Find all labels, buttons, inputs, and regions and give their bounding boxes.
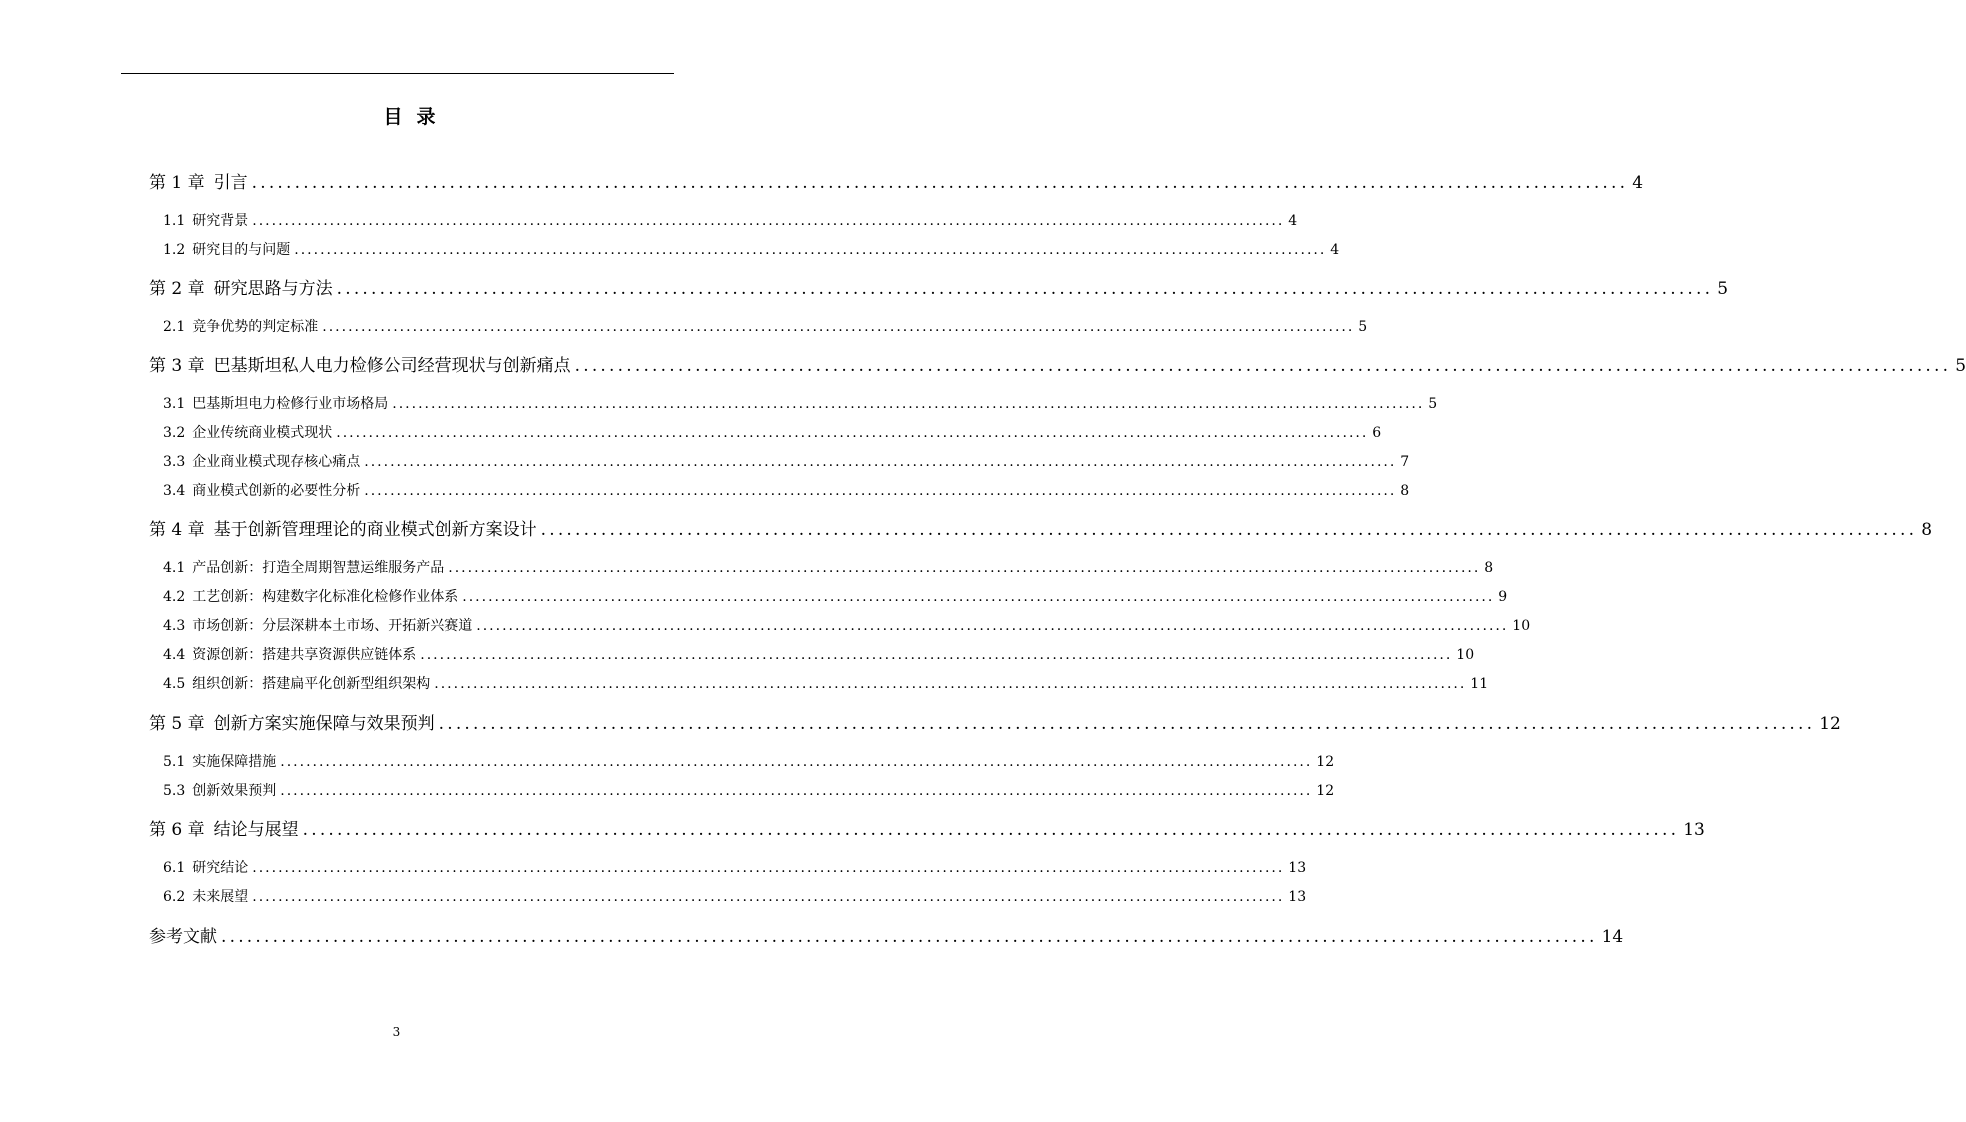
- toc-entry-number: 3.3: [163, 454, 186, 470]
- toc-entry-number: 第 1 章: [149, 173, 205, 193]
- toc-entry-page: 13: [1288, 889, 1307, 905]
- toc-entry-number: 6.2: [163, 889, 186, 905]
- page-number: 3: [392, 1025, 401, 1039]
- toc-entry-title: 研究结论: [192, 860, 249, 876]
- toc-section-entry[interactable]: [163, 586, 1508, 608]
- toc-dot-leader: ................................................................................................................................................................: [251, 173, 1629, 193]
- toc-entry-number: 2.1: [163, 319, 186, 335]
- toc-dot-leader: ................................................................................................................................................................: [280, 783, 1313, 799]
- toc-section-entry[interactable]: [163, 673, 1489, 695]
- toc-entry-title: 产品创新：打造全周期智慧运维服务产品: [192, 560, 445, 576]
- toc-entry-number: 3.4: [163, 483, 186, 499]
- toc-entry-page: 9: [1498, 589, 1508, 605]
- toc-dot-leader: ................................................................................................................................................................: [322, 319, 1355, 335]
- toc-section-entry[interactable]: [163, 886, 1307, 908]
- toc-entry-page: 4: [1632, 173, 1644, 193]
- toc-entry-page: 4: [1288, 213, 1298, 229]
- toc-entry-page: 5: [1358, 319, 1368, 335]
- toc-entry-label: [163, 886, 248, 908]
- toc-dot-leader: ................................................................................................................................................................: [574, 356, 1952, 376]
- toc-entry-label: [163, 644, 416, 666]
- toc-entry-page: 12: [1316, 783, 1335, 799]
- toc-dot-leader: ................................................................................................................................................................: [540, 520, 1918, 540]
- toc-entry-number: 3.2: [163, 425, 186, 441]
- toc-entry-title: 引言: [213, 173, 248, 193]
- toc-dot-leader: ................................................................................................................................................................: [302, 820, 1680, 840]
- toc-chapter-entry[interactable]: [149, 711, 1841, 737]
- toc-entry-page: 12: [1316, 754, 1335, 770]
- toc-section-entry[interactable]: [163, 557, 1494, 579]
- toc-entry-page: 11: [1470, 676, 1489, 692]
- toc-entry-label: [163, 857, 248, 879]
- toc-section-entry[interactable]: [163, 451, 1410, 473]
- toc-entry-number: 4.1: [163, 560, 186, 576]
- toc-entry-page: 14: [1601, 927, 1624, 947]
- toc-dot-leader: ................................................................................................................................................................: [476, 618, 1509, 634]
- toc-dot-leader: ................................................................................................................................................................: [448, 560, 1481, 576]
- toc-dot-leader: ................................................................................................................................................................: [252, 213, 1285, 229]
- toc-dot-leader: ................................................................................................................................................................: [294, 242, 1327, 258]
- toc-entry-label: [149, 924, 217, 950]
- toc-entry-number: 6.1: [163, 860, 186, 876]
- toc-entry-title: 结论与展望: [213, 820, 299, 840]
- toc-entry-title: 研究目的与问题: [192, 242, 291, 258]
- toc-entry-title: 组织创新：搭建扁平化创新型组织架构: [192, 676, 431, 692]
- toc-chapter-entry[interactable]: [149, 817, 1705, 843]
- toc-section-entry[interactable]: [163, 393, 1438, 415]
- toc-entry-title: 企业商业模式现存核心痛点: [192, 454, 361, 470]
- toc-dot-leader: ................................................................................................................................................................: [420, 647, 1453, 663]
- toc-section-entry[interactable]: [163, 210, 1298, 232]
- toc-entry-page: 13: [1683, 820, 1705, 840]
- toc-entry-label: [149, 276, 333, 302]
- toc-entry-number: 5.1: [163, 754, 186, 770]
- toc-entry-title: 企业传统商业模式现状: [192, 425, 333, 441]
- toc-section-entry[interactable]: [163, 239, 1340, 261]
- toc-entry-title: 研究背景: [192, 213, 249, 229]
- toc-section-entry[interactable]: [163, 615, 1531, 637]
- toc-entry-label: [149, 517, 537, 543]
- toc-entry-number: 4.5: [163, 676, 186, 692]
- toc-entry-title: 研究思路与方法: [213, 279, 333, 299]
- toc-entry-label: [163, 557, 444, 579]
- toc-chapter-entry[interactable]: [149, 276, 1729, 302]
- toc-entry-title: 工艺创新：构建数字化标准化检修作业体系: [192, 589, 459, 605]
- toc-entry-number: 4.4: [163, 647, 186, 663]
- toc-chapter-entry[interactable]: [149, 924, 1624, 950]
- toc-entry-page: 5: [1955, 356, 1966, 376]
- toc-entry-label: [149, 711, 435, 737]
- toc-entry-label: [149, 353, 571, 379]
- toc-entry-title: 创新效果预判: [192, 783, 277, 799]
- toc-title: 目录: [383, 106, 450, 128]
- toc-dot-leader: ................................................................................................................................................................: [364, 483, 1397, 499]
- toc-entry-title: 巴基斯坦私人电力检修公司经营现状与创新痛点: [213, 356, 571, 376]
- toc-entry-title: 资源创新：搭建共享资源供应链体系: [192, 647, 417, 663]
- toc-entry-title: 基于创新管理理论的商业模式创新方案设计: [213, 520, 537, 540]
- toc-dot-leader: ................................................................................................................................................................: [364, 454, 1397, 470]
- toc-section-entry[interactable]: [163, 751, 1335, 773]
- toc-dot-leader: ................................................................................................................................................................: [392, 396, 1425, 412]
- toc-entry-title: 竞争优势的判定标准: [192, 319, 319, 335]
- toc-entry-page: 5: [1717, 279, 1729, 299]
- toc-chapter-entry[interactable]: [149, 353, 1966, 379]
- toc-entry-number: 第 3 章: [149, 356, 205, 376]
- toc-entry-title: 参考文献: [149, 927, 217, 947]
- toc-entry-label: [163, 210, 248, 232]
- toc-dot-leader: ................................................................................................................................................................: [252, 860, 1285, 876]
- toc-section-entry[interactable]: [163, 780, 1335, 802]
- toc-entry-page: 4: [1330, 242, 1340, 258]
- toc-dot-leader: ................................................................................................................................................................: [252, 889, 1285, 905]
- toc-entry-label: [163, 751, 276, 773]
- toc-entry-label: [163, 673, 430, 695]
- toc-section-entry[interactable]: [163, 480, 1410, 502]
- toc-entry-title: 实施保障措施: [192, 754, 277, 770]
- toc-entry-title: 巴基斯坦电力检修行业市场格局: [192, 396, 389, 412]
- toc-entry-number: 1.2: [163, 242, 186, 258]
- toc-entry-label: [163, 239, 290, 261]
- toc-entry-label: [163, 393, 388, 415]
- toc-section-entry[interactable]: [163, 857, 1307, 879]
- toc-entry-page: 13: [1288, 860, 1307, 876]
- toc-dot-leader: ................................................................................................................................................................: [336, 279, 1714, 299]
- toc-dot-leader: ................................................................................................................................................................: [221, 927, 1598, 947]
- toc-entry-label: [163, 480, 360, 502]
- toc-section-entry[interactable]: [163, 644, 1475, 666]
- toc-entry-page: 7: [1400, 454, 1410, 470]
- toc-entry-label: [163, 422, 332, 444]
- toc-entry-page: 8: [1484, 560, 1494, 576]
- toc-entry-label: [163, 316, 318, 338]
- toc-dot-leader: ................................................................................................................................................................: [336, 425, 1369, 441]
- toc-entry-number: 第 4 章: [149, 520, 205, 540]
- toc-entry-label: [163, 451, 360, 473]
- toc-entry-number: 第 6 章: [149, 820, 205, 840]
- toc-entry-page: 10: [1512, 618, 1531, 634]
- toc-dot-leader: ................................................................................................................................................................: [280, 754, 1313, 770]
- toc-entry-page: 8: [1921, 520, 1933, 540]
- toc-entry-number: 4.2: [163, 589, 186, 605]
- toc-dot-leader: ................................................................................................................................................................: [462, 589, 1495, 605]
- toc-entry-title: 创新方案实施保障与效果预判: [213, 714, 435, 734]
- toc-entry-number: 第 2 章: [149, 279, 205, 299]
- toc-entry-label: [149, 817, 299, 843]
- toc-entry-number: 3.1: [163, 396, 186, 412]
- toc-entry-title: 市场创新：分层深耕本土市场、开拓新兴赛道: [192, 618, 473, 634]
- toc-chapter-entry[interactable]: [149, 517, 1933, 543]
- toc-entry-title: 商业模式创新的必要性分析: [192, 483, 361, 499]
- toc-dot-leader: ................................................................................................................................................................: [438, 714, 1816, 734]
- toc-entry-label: [163, 615, 472, 637]
- toc-entry-page: 6: [1372, 425, 1382, 441]
- toc-section-entry[interactable]: [163, 422, 1382, 444]
- toc-entry-number: 第 5 章: [149, 714, 205, 734]
- toc-entry-label: [163, 586, 458, 608]
- toc-entry-page: 5: [1428, 396, 1438, 412]
- toc-entry-number: 1.1: [163, 213, 186, 229]
- toc-entry-label: [149, 170, 248, 196]
- toc-dot-leader: ................................................................................................................................................................: [434, 676, 1467, 692]
- toc-entry-page: 12: [1819, 714, 1841, 734]
- toc-entry-label: [163, 780, 276, 802]
- toc-chapter-entry[interactable]: [149, 170, 1644, 196]
- toc-entry-page: 8: [1400, 483, 1410, 499]
- toc-entry-number: 5.3: [163, 783, 186, 799]
- toc-section-entry[interactable]: [163, 316, 1368, 338]
- toc-entry-page: 10: [1456, 647, 1475, 663]
- toc-entry-number: 4.3: [163, 618, 186, 634]
- toc-entry-title: 未来展望: [192, 889, 249, 905]
